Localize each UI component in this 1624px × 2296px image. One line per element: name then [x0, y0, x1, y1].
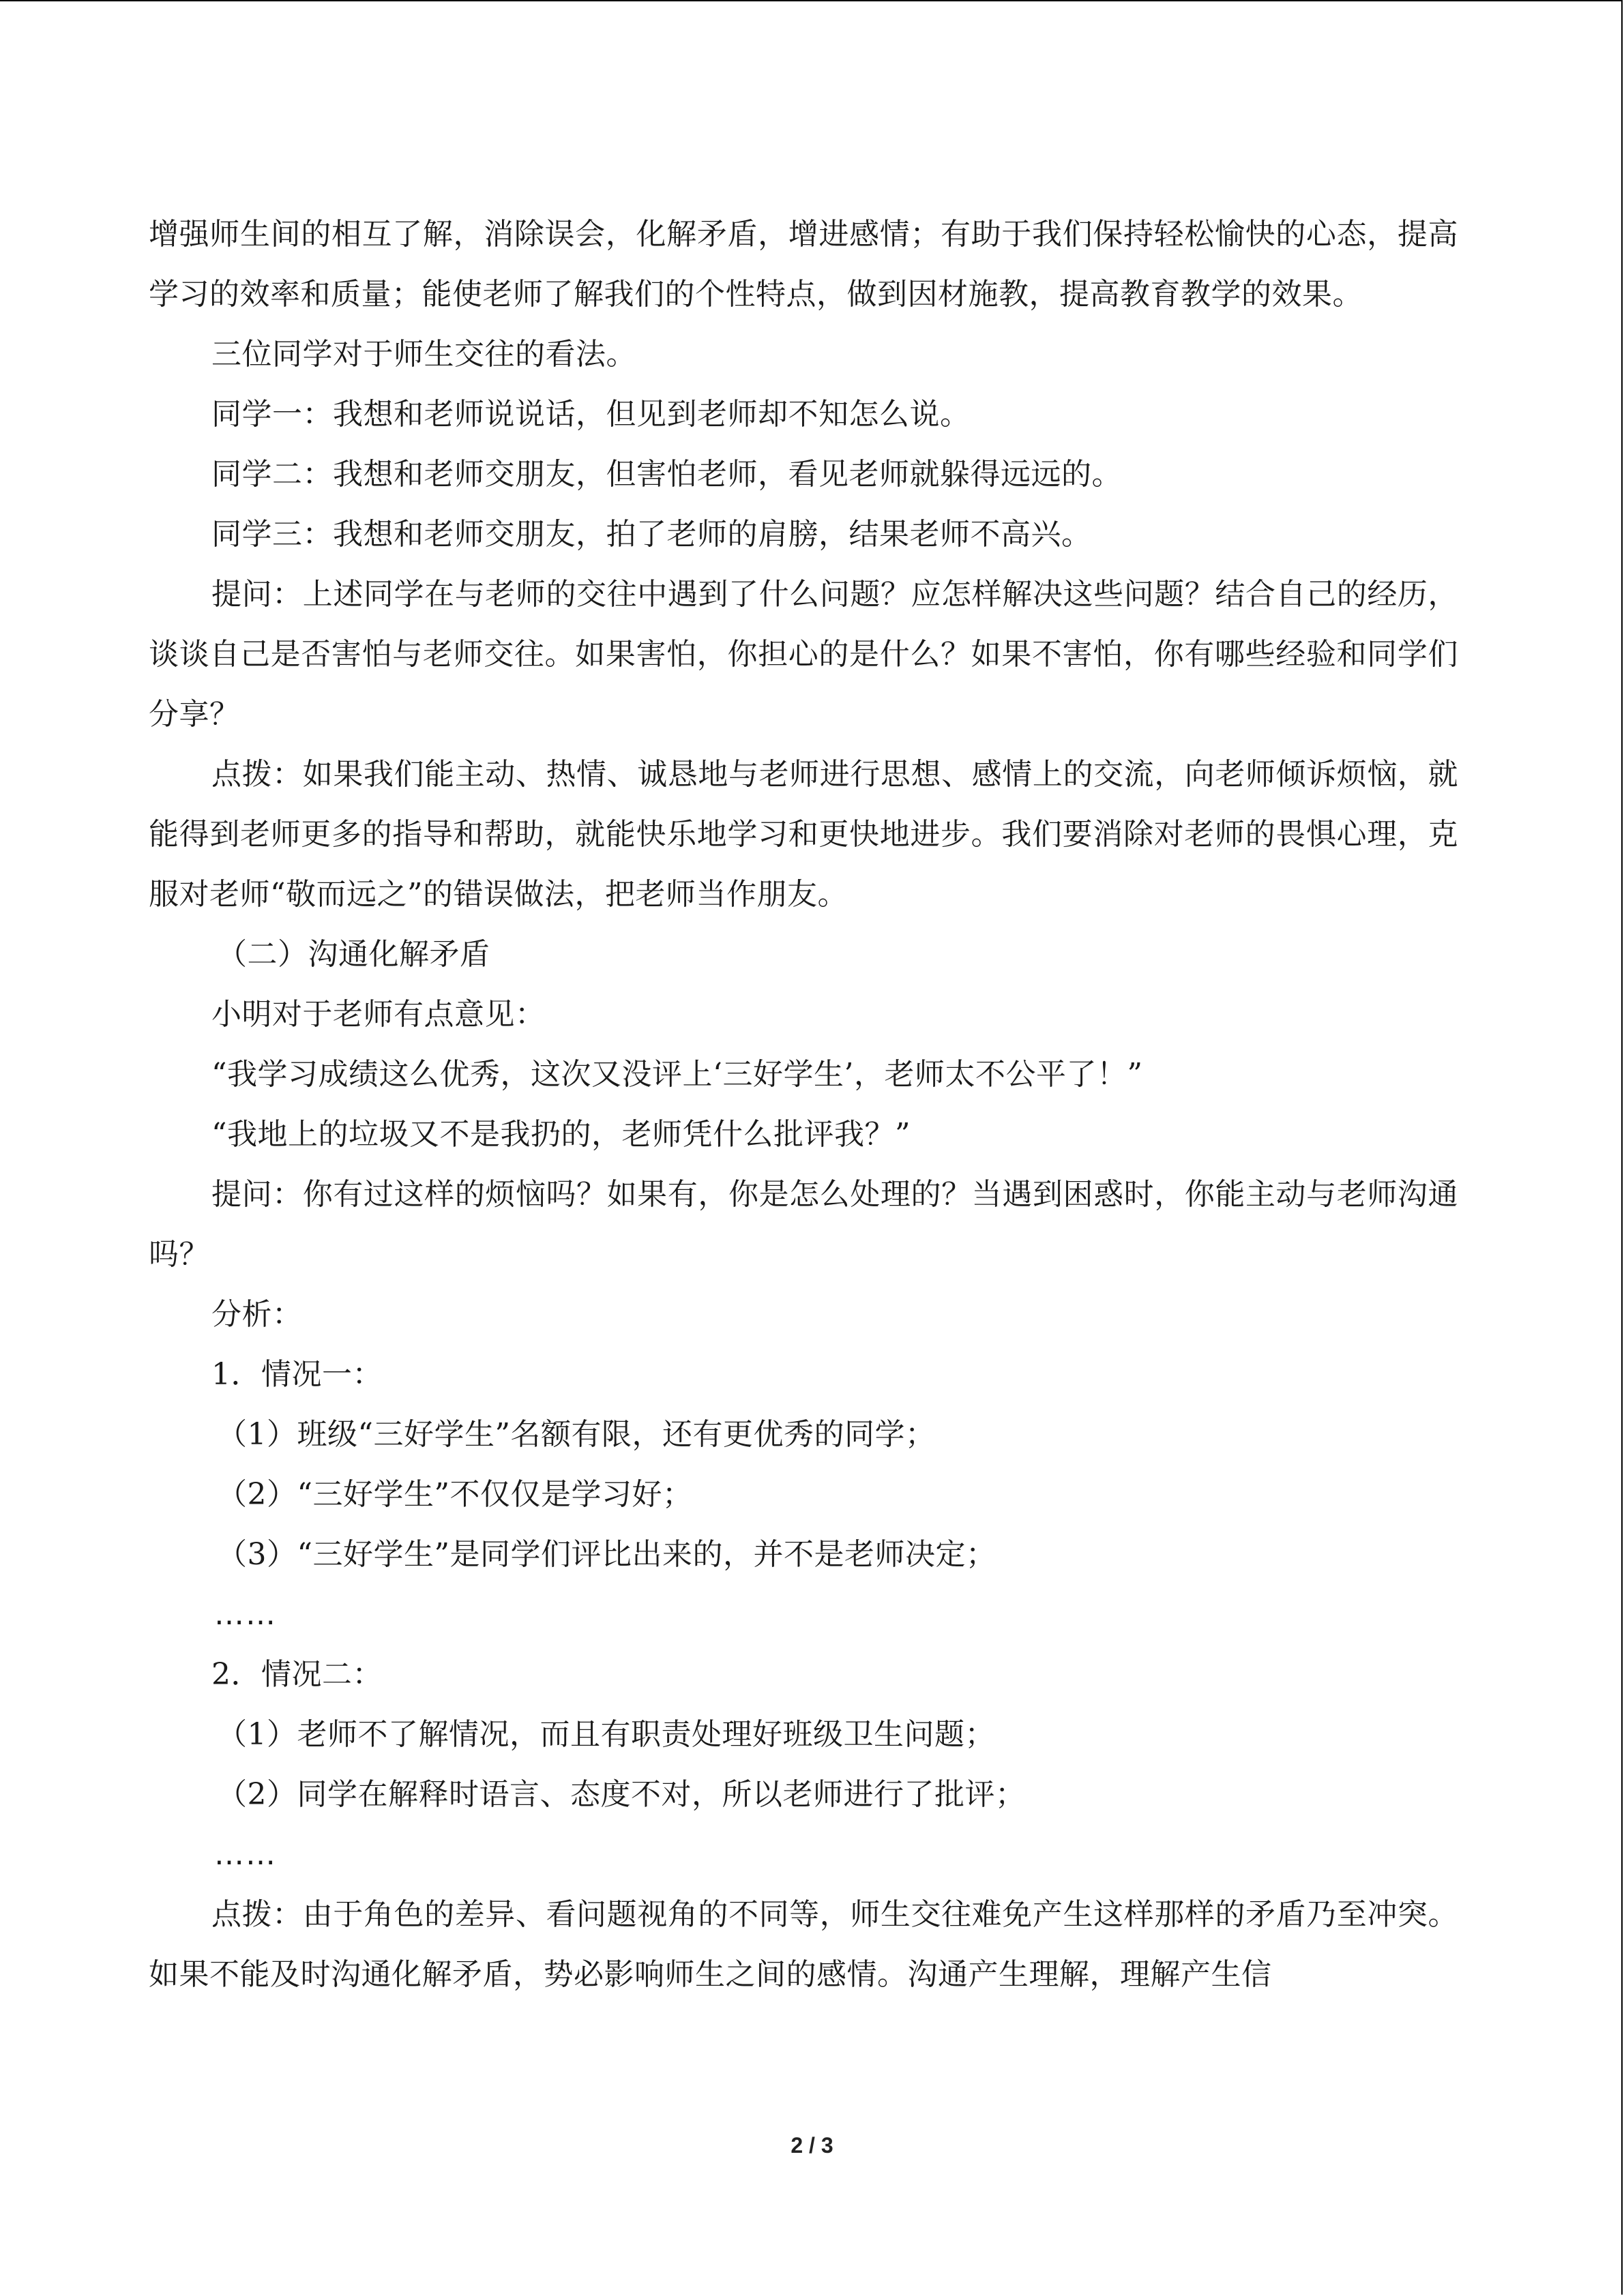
paragraph: 点拨：由于角色的差异、看问题视角的不同等，师生交往难免产生这样那样的矛盾乃至冲突。如果不能及时沟通化解矛盾，势必影响师生之间的感情。沟通产生理解，理解产生信 [149, 1897, 1458, 1992]
paragraph: （二）沟通化解矛盾 [217, 937, 490, 972]
paragraph: 同学二：我想和老师交朋友，但害怕老师，看见老师就躲得远远的。 [211, 457, 1122, 492]
ellipsis-line: …… [214, 1597, 277, 1632]
paragraph: （3）“三好学生”是同学们评比出来的，并不是老师决定； [217, 1537, 996, 1572]
paragraph: “我学习成绩这么优秀，这次又没评上‘三好学生’，老师太不公平了！” [211, 1057, 1143, 1092]
paragraph: 提问：你有过这样的烦恼吗？如果有，你是怎么处理的？当遇到困惑时，你能主动与老师沟通吗？ [149, 1177, 1458, 1272]
document-body [149, 205, 1458, 2005]
paragraph: （2）“三好学生”不仅仅是学习好； [217, 1477, 693, 1512]
paragraph: （1）班级“三好学生”名额有限，还有更优秀的同学； [217, 1417, 936, 1452]
paragraph: 同学一：我想和老师说说话，但见到老师却不知怎么说。 [211, 397, 971, 432]
paragraph: 小明对于老师有点意见： [211, 997, 546, 1032]
paragraph: 同学三：我想和老师交朋友，拍了老师的肩膀，结果老师不高兴。 [211, 517, 1092, 552]
paragraph: 分析： [211, 1297, 303, 1332]
ellipsis-line: …… [214, 1837, 277, 1872]
paragraph: 1．情况一： [211, 1357, 383, 1392]
paragraph: 点拨：如果我们能主动、热情、诚恳地与老师进行思想、感情上的交流，向老师倾诉烦恼，就能得到老师更多的指导和帮助，就能快乐地学习和更快地进步。我们要消除对老师的畏惧心理，克服对老师“敬而远之”的错误做法，把老师当作朋友。 [149, 757, 1458, 912]
paragraph: （2）同学在解释时语言、态度不对，所以老师进行了批评； [217, 1777, 1026, 1812]
paragraph: （1）老师不了解情况，而且有职责处理好班级卫生问题； [217, 1717, 995, 1752]
paragraph: 2．情况二： [211, 1657, 383, 1692]
paragraph: 增强师生间的相互了解，消除误会，化解矛盾，增进感情；有助于我们保持轻松愉快的心态，提高学习的效率和质量；能使老师了解我们的个性特点，做到因材施教，提高教育教学的效果。 [149, 217, 1458, 312]
paragraph: 三位同学对于师生交往的看法。 [211, 337, 636, 372]
paragraph: “我地上的垃圾又不是我扔的，老师凭什么批评我？” [211, 1117, 911, 1152]
page-number: 2 / 3 [791, 2133, 833, 2158]
paragraph: 提问：上述同学在与老师的交往中遇到了什么问题？应怎样解决这些问题？结合自己的经历，谈谈自己是否害怕与老师交往。如果害怕，你担心的是什么？如果不害怕，你有哪些经验和同学们分享？ [149, 577, 1458, 732]
